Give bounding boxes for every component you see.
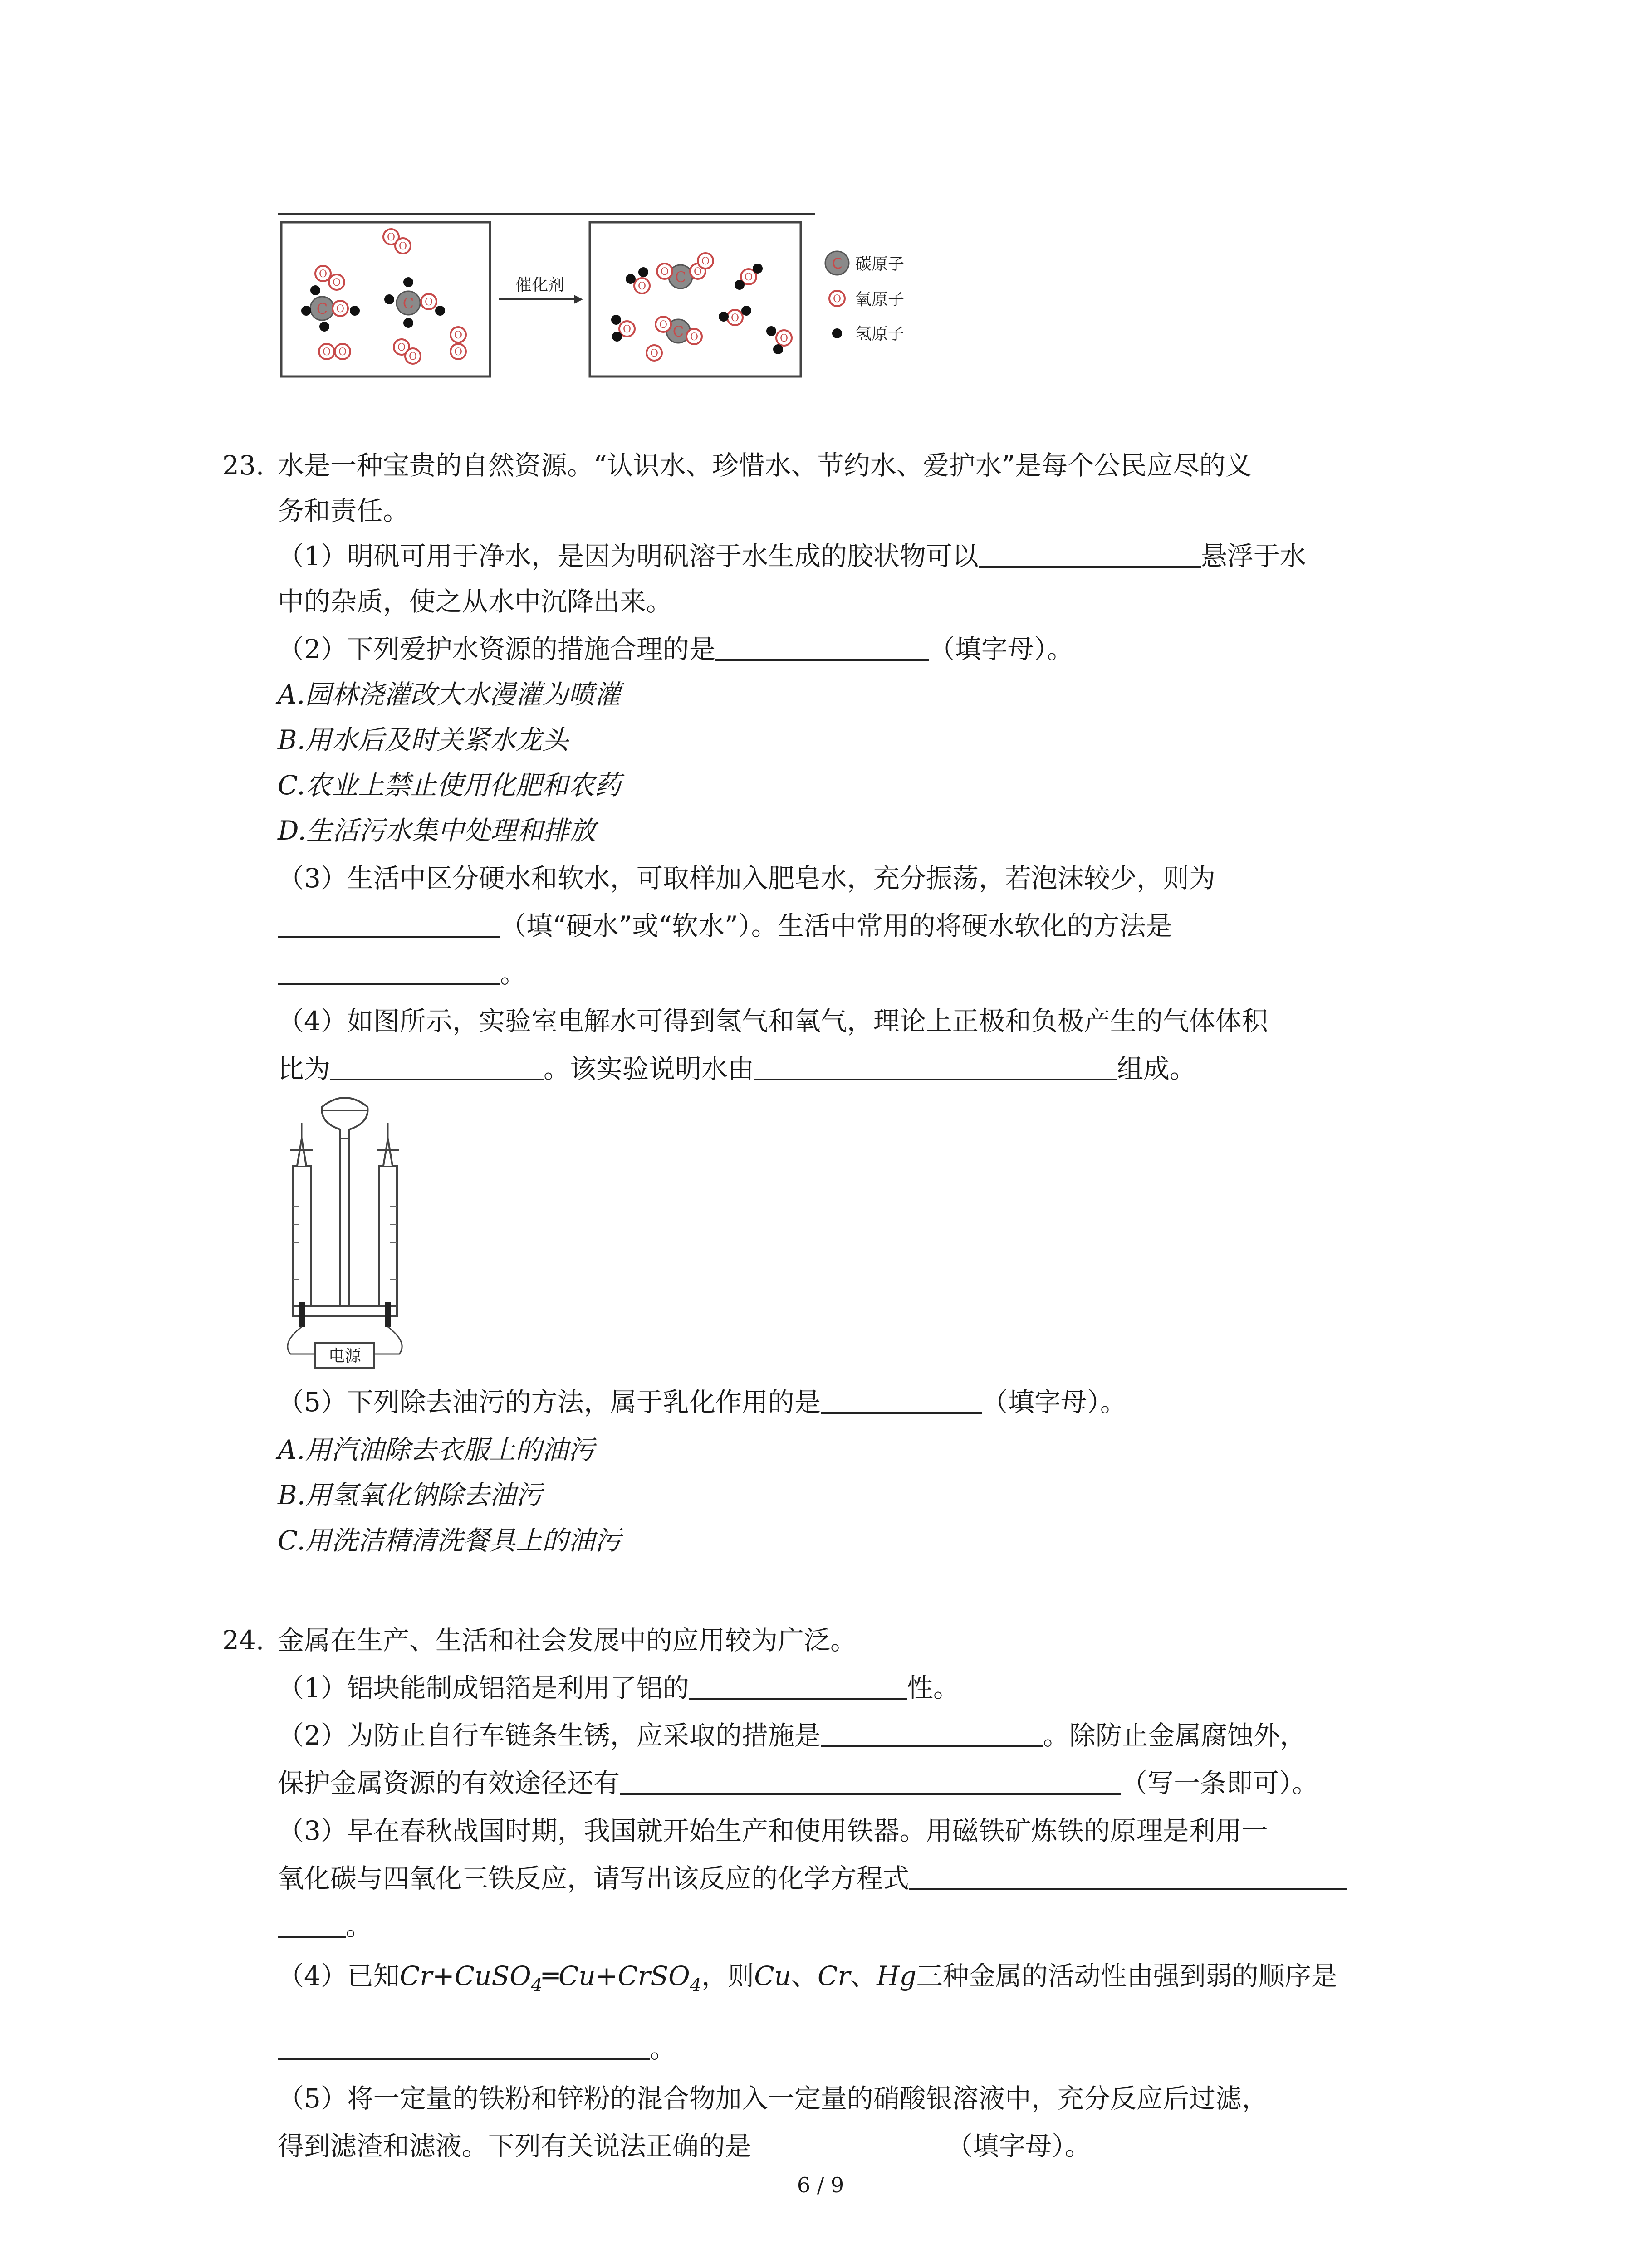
oxygen-atom-label: O [318, 269, 328, 280]
q23-part5-option-b: B.用氢氧化钠除去油污 [278, 1480, 543, 1510]
q23-stem-2: 务和责任。 [278, 495, 410, 526]
svg-text:C: C [832, 255, 843, 272]
oxygen-atom-label: O [387, 232, 396, 243]
q23-part3-line1: （3）生活中区分硬水和软水，可取样加入肥皂水，充分振荡，若泡沫较少，则为 [278, 863, 1215, 894]
q24-number: 24. [222, 1625, 265, 1656]
q23-part3-line3: 。 [278, 957, 526, 990]
q23-part4-line2: 比为 。该实验说明水由 组成。 [278, 1053, 1196, 1084]
oxygen-atom-label: O [779, 333, 789, 344]
legend-oxygen-label: 氧原子 [855, 290, 905, 309]
q23-option-d: D.生活污水集中处理和排放 [278, 815, 596, 846]
catalyst-label: 催化剂 [515, 276, 565, 294]
oxygen-atom-label: O [424, 297, 433, 308]
electrolysis-apparatus-figure [272, 1089, 417, 1383]
q23-part4-blank-2[interactable] [754, 1053, 1117, 1080]
q23-number: 23. [222, 450, 265, 481]
q23-part1-blank[interactable] [979, 541, 1201, 568]
q23-part5-option-c: C.用洗洁精清洗餐具上的油污 [278, 1525, 621, 1556]
oxygen-atom-label: O [701, 256, 710, 267]
q23-option-c: C.农业上禁止使用化肥和农药 [278, 770, 621, 801]
q23-part1-line1: （1）明矾可用于净水，是因为明矾溶于水生成的胶状物可以 悬浮于水 [278, 541, 1306, 572]
q23-option-a: A.园林浇灌改大水漫灌为喷灌 [278, 679, 621, 710]
q24-part1: （1）铝块能制成铝箔是利用了铝的 性。 [278, 1672, 960, 1703]
reaction-model-figure [272, 218, 962, 390]
q24-part2-line1: （2）为防止自行车链条生锈，应采取的措施是 。除防止金属腐蚀外， [278, 1720, 1306, 1751]
oxygen-atom-label: O [690, 332, 699, 343]
q23-stem-1: 水是一种宝贵的自然资源。“认识水、珍惜水、节约水、爱护水”是每个公民应尽的义 [278, 450, 1252, 481]
carbon-atom-label: C [402, 295, 414, 312]
oxygen-atom-label: O [660, 266, 669, 278]
carbon-atom-label: C [316, 300, 328, 318]
oxygen-atom-label: O [408, 351, 417, 362]
oxygen-atom-label: O [833, 293, 842, 305]
legend-oxygen [829, 290, 904, 309]
carbon-atom-label: C [675, 269, 686, 286]
oxygen-atom-label: O [730, 313, 740, 324]
oxygen-atom-label: O [322, 347, 331, 358]
products-box [590, 222, 801, 376]
oxygen-atom-label: O [398, 241, 407, 252]
legend-carbon-label: 碳原子 [855, 255, 905, 274]
q23-option-b: B.用水后及时关紧水龙头 [278, 724, 569, 755]
legend-hydrogen-label: 氢原子 [855, 325, 905, 343]
legend-hydrogen [832, 325, 904, 343]
q23-part3-blank-1[interactable] [278, 910, 500, 938]
q23-part5: （5）下列除去油污的方法，属于乳化作用的是 （填字母）。 [278, 1387, 1127, 1418]
q24-part2-line2: 保护金属资源的有效途径还有 （写一条即可）。 [278, 1768, 1319, 1799]
oxygen-atom-label: O [454, 330, 463, 341]
oxygen-atom-label: O [637, 281, 647, 292]
q23-part5-blank[interactable] [821, 1387, 982, 1414]
q24-part2-blank-1[interactable] [821, 1720, 1043, 1747]
carbon-atom-label: C [672, 323, 684, 340]
q23-part4-line1: （4）如图所示，实验室电解水可得到氢气和氧气，理论上正极和负极产生的气体体积 [278, 1006, 1268, 1036]
q24-part1-blank[interactable] [689, 1672, 907, 1700]
q24-part2-blank-2[interactable] [620, 1768, 1121, 1795]
q24-part4-line1: （4）已知Cr+CuSO$_4$═Cu+CrSO$_4$，则Cu、Cr、Hg三种金属的活动性由强到弱的顺序是 [278, 1960, 1337, 1996]
oxygen-atom-label: O [338, 347, 347, 358]
q23-part3-line2: （填“硬水”或“软水”）。生活中常用的将硬水软化的方法是 [278, 909, 1172, 942]
q24-part3-blank-1[interactable] [909, 1863, 1347, 1890]
q24-part3-line1: （3）早在春秋战国时期，我国就开始生产和使用铁器。用磁铁矿炼铁的原理是利用一 [278, 1815, 1268, 1846]
q24-part5-line2: 得到滤渣和滤液。下列有关说法正确的是 （填字母）。 [278, 2131, 1092, 2161]
oxygen-atom-label: O [454, 347, 463, 358]
oxygen-atom-label: O [336, 303, 345, 315]
q24-part5-line1: （5）将一定量的铁粉和锌粉的混合物加入一定量的硝酸银溶液中，充分反应后过滤， [278, 2083, 1268, 2114]
q23-part2: （2）下列爱护水资源的措施合理的是 （填字母）。 [278, 634, 1073, 665]
oxygen-atom-label: O [650, 348, 659, 359]
power-source-label: 电源 [328, 1347, 362, 1365]
oxygen-atom-label: O [744, 272, 753, 283]
page-number: 6 / 9 [797, 2173, 844, 2197]
oxygen-atom-label: O [659, 319, 668, 331]
q23-part1-line2: 中的杂质，使之从水中沉降出来。 [278, 586, 673, 617]
oxygen-atom-label: O [693, 266, 702, 278]
q24-stem: 金属在生产、生活和社会发展中的应用较为广泛。 [278, 1625, 857, 1656]
q24-part3-line2: 氧化碳与四氧化三铁反应，请写出该反应的化学方程式 [278, 1862, 1347, 1895]
q24-part4-blank[interactable] [278, 2033, 650, 2060]
legend-carbon [825, 251, 904, 275]
q23-part3-blank-2[interactable] [278, 958, 500, 985]
q24-part3-blank-2[interactable] [278, 1911, 346, 1938]
q23-part2-blank[interactable] [715, 634, 929, 661]
oxygen-atom-label: O [332, 277, 341, 288]
top-rule [278, 213, 815, 215]
q23-part4-blank-1[interactable] [330, 1053, 544, 1080]
oxygen-atom-label: O [397, 342, 406, 353]
q24-part3-line3: 。 [278, 1910, 372, 1942]
q23-part5-option-a: A.用汽油除去衣服上的油污 [278, 1434, 595, 1465]
q24-part4-line2: 。 [278, 2032, 676, 2065]
oxygen-atom-label: O [622, 324, 632, 335]
